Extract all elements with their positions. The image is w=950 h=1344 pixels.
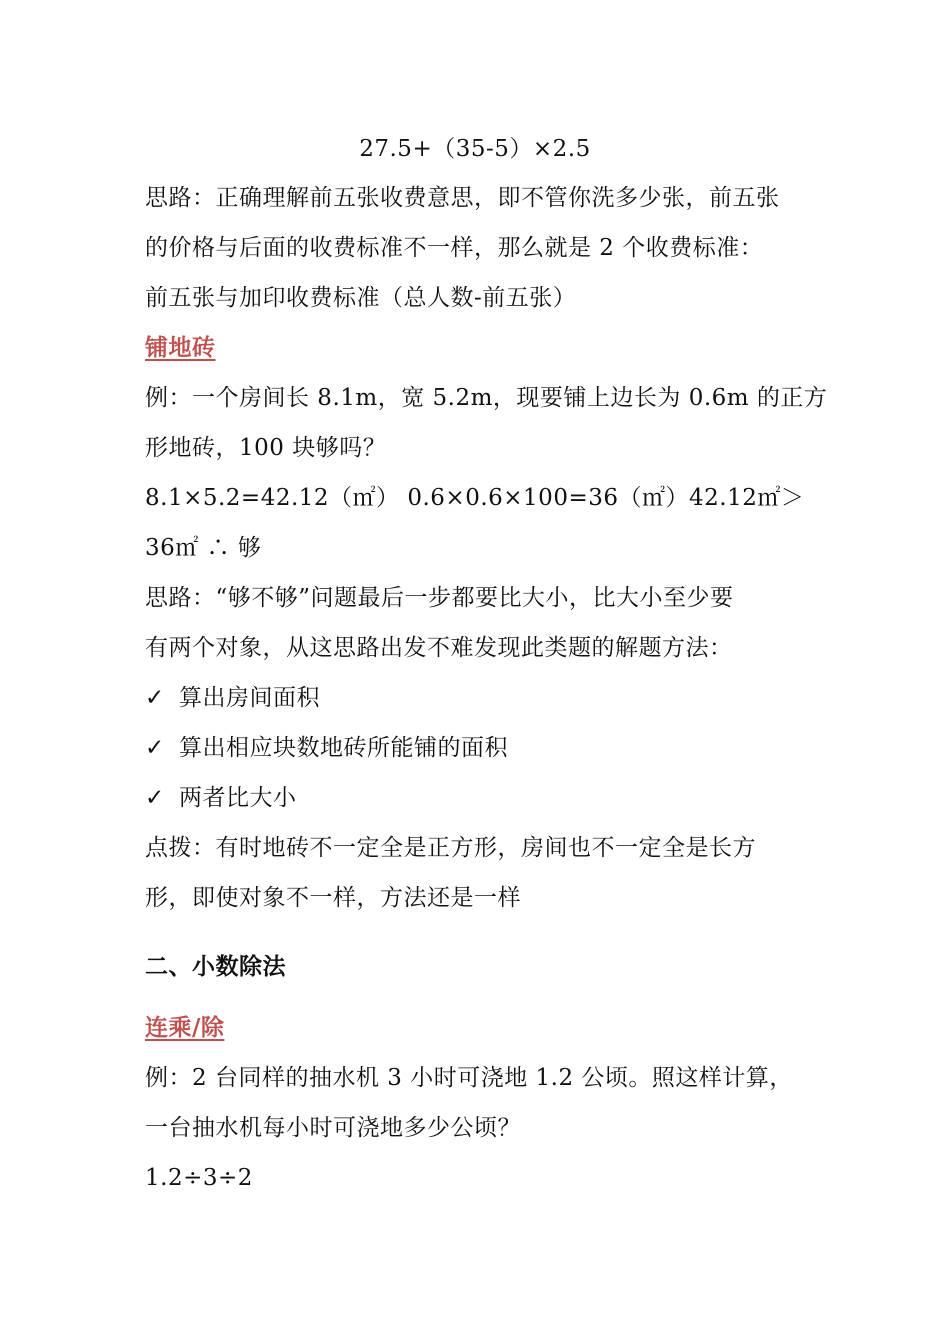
tile-example-line-2: 形地砖，100 块够吗？ [145,435,387,461]
tip-line-1: 点拨：有时地砖不一定全是正方形，房间也不一定全是长方 [145,835,756,861]
thought-line-3: 前五张与加印收费标准（总人数-前五张） [145,285,577,311]
section-example-line-1: 例：2 台同样的抽水机 3 小时可浇地 1.2 公顷。照这样计算， [145,1065,793,1091]
step-text: 算出房间面积 [179,685,320,711]
step-item-1 [145,683,825,713]
tile-thought-line-1: 思路：“够不够”问题最后一步都要比大小，比大小至少要 [145,585,734,611]
tip-line-2: 形，即使对象不一样，方法还是一样 [145,885,521,911]
section-formula: 1.2÷3÷2 [145,1165,253,1191]
step-item-3 [145,783,825,813]
section-sub-heading: 连乘/除 [145,1014,225,1041]
step-text: 算出相应块数地砖所能铺的面积 [179,735,508,761]
tile-calc-line-2: 36㎡ ∴ 够 [145,535,262,561]
thought-line-1: 思路：正确理解前五张收费意思，即不管你洗多少张，前五张 [145,185,780,211]
section-example-line-2: 一台抽水机每小时可浇地多少公顷？ [145,1115,521,1141]
section-title: 二、小数除法 [145,954,286,980]
tile-example-line-1: 例：一个房间长 8.1m，宽 5.2m，现要铺上边长为 0.6m 的正方 [145,385,828,411]
top-formula: 27.5+（35-5）×2.5 [359,136,591,162]
step-text: 两者比大小 [179,785,297,811]
checkmark-icon: ✓ [145,685,165,711]
checkmark-icon: ✓ [145,735,165,761]
thought-line-2: 的价格与后面的收费标准不一样，那么就是 2 个收费标准： [145,235,764,261]
checkmark-icon: ✓ [145,785,165,811]
tile-heading: 铺地砖 [145,334,216,361]
step-item-2 [145,733,825,763]
tile-thought-line-2: 有两个对象，从这思路出发不难发现此类题的解题方法： [145,635,733,661]
tile-calc-line-1: 8.1×5.2=42.12（㎡） 0.6×0.6×100=36（㎡）42.12㎡＞ [145,485,805,511]
